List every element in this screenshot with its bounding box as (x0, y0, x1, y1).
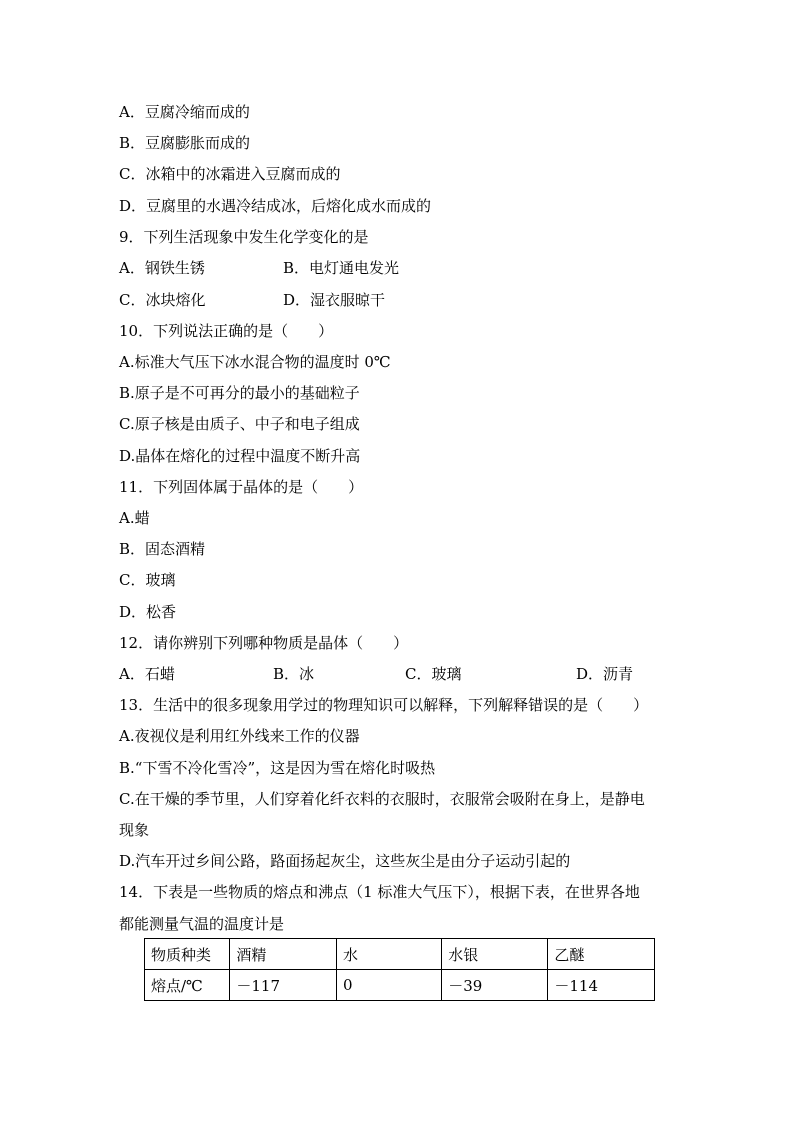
q8-option-c: C．冰箱中的冰霜进入豆腐而成的 (119, 165, 341, 183)
table-header-cell: 乙醚 (548, 939, 655, 970)
q9-option-a: A．钢铁生锈 (119, 259, 205, 277)
q11-stem: 11．下列固体属于晶体的是（ ） (119, 478, 364, 496)
table-row (145, 970, 655, 1001)
table-header-cell: 水银 (442, 939, 548, 970)
q10-option-d: D.晶体在熔化的过程中温度不断升高 (119, 447, 361, 465)
q13-option-c: C.在干燥的季节里，人们穿着化纤衣料的衣服时，衣服常会吸附在身上，是静电 (119, 790, 645, 808)
q11-option-a: A.蜡 (119, 509, 150, 527)
q8-option-b: B．豆腐膨胀而成的 (119, 134, 251, 152)
q12-stem: 12．请你辨别下列哪种物质是晶体（ ） (119, 634, 409, 652)
q8-option-a: A．豆腐冷缩而成的 (119, 103, 250, 121)
q12-option-d: D．沥青 (576, 665, 634, 683)
table-header-row (145, 939, 655, 970)
q14-stem-line2: 都能测量气温的温度计是 (119, 915, 285, 933)
q14-stem-line1: 14．下表是一些物质的熔点和沸点（1 标准大气压下），根据下表，在世界各地 (119, 883, 640, 901)
q13-option-b: B.“下雪不冷化雪冷”，这是因为雪在熔化时吸热 (119, 759, 436, 777)
q13-stem: 13．生活中的很多现象用学过的物理知识可以解释，下列解释错误的是（ ） (119, 696, 649, 714)
table-cell: 熔点/℃ (145, 970, 230, 1001)
q9-stem: 9．下列生活现象中发生化学变化的是 (119, 228, 369, 246)
q9-option-b: B．电灯通电发光 (283, 259, 400, 277)
q13-option-c-cont: 现象 (119, 821, 150, 839)
q10-stem: 10．下列说法正确的是（ ） (119, 322, 334, 340)
table-header-cell: 物质种类 (145, 939, 230, 970)
q11-option-c: C．玻璃 (119, 571, 176, 589)
q8-option-d: D．豆腐里的水遇冷结成冰，后熔化成水而成的 (119, 197, 432, 215)
table-cell: －117 (230, 970, 337, 1001)
table-cell: －39 (442, 970, 548, 1001)
table-cell: －114 (548, 970, 655, 1001)
q9-option-d: D．湿衣服晾干 (283, 291, 386, 309)
q13-option-d: D.汽车开过乡间公路，路面扬起灰尘，这些灰尘是由分子运动引起的 (119, 852, 571, 870)
table-header-cell: 酒精 (230, 939, 337, 970)
q12-option-a: A．石蜡 (119, 665, 175, 683)
q10-option-c: C.原子核是由质子、中子和电子组成 (119, 415, 360, 433)
q11-option-d: D．松香 (119, 603, 177, 621)
q9-option-c: C．冰块熔化 (119, 291, 206, 309)
q10-option-b: B.原子是不可再分的最小的基础粒子 (119, 384, 360, 402)
q10-option-a: A.标准大气压下冰水混合物的温度时 0℃ (119, 353, 391, 371)
q12-option-b: B．冰 (273, 665, 315, 683)
table-header-cell: 水 (336, 939, 441, 970)
q12-option-c: C．玻璃 (405, 665, 462, 683)
q13-option-a: A.夜视仪是利用红外线来工作的仪器 (119, 727, 360, 745)
melting-point-table (144, 938, 655, 1001)
q11-option-b: B．固态酒精 (119, 540, 206, 558)
table-cell: 0 (336, 970, 441, 1001)
